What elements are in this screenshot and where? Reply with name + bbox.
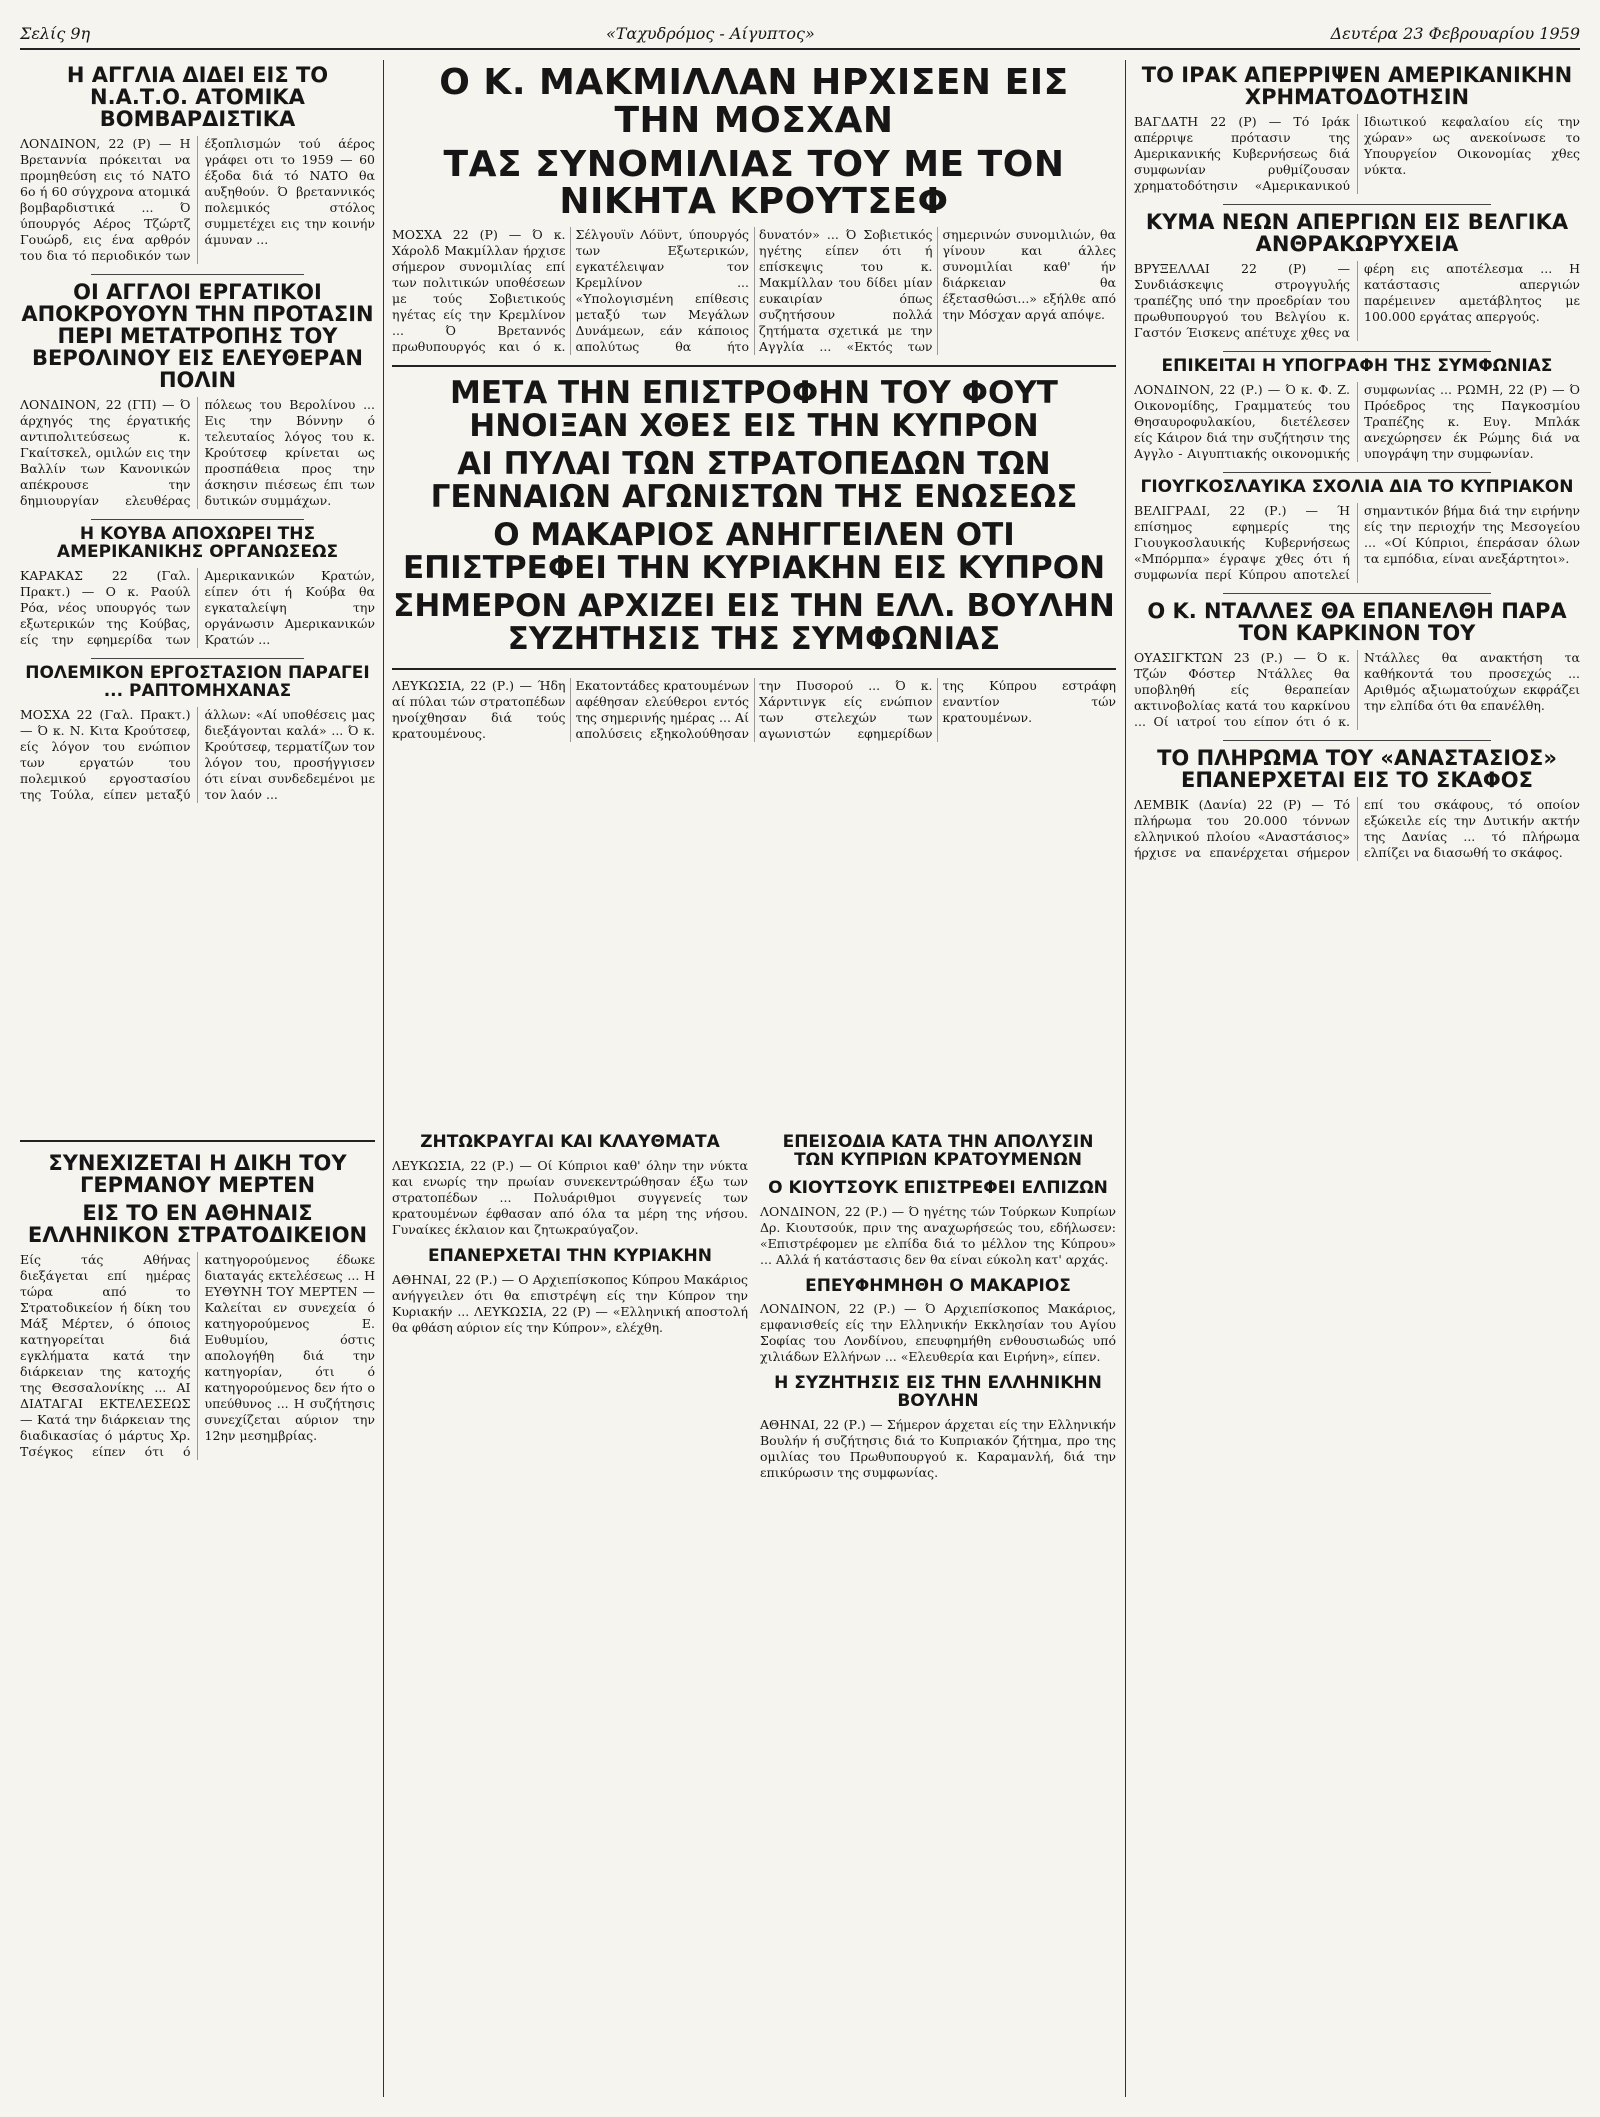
newspaper-name: «Ταχυδρόμος - Αίγυπτος» xyxy=(605,23,815,43)
merten-body: Είς τάς Αθήνας διεξάγεται επί ημέρας τώρα από το Στρατοδικείον ή δίκη του Μάξ Μέρτεν, ό όποιος κατηγορείται διά εγκλήματα κατά την διάρκειαν της κατοχής της Θεσσαλονίκης ... ΑΙ ΔΙΑΤΑΓΑΙ ΕΚΤΕΛΕΣΕΩΣ — Κατά την διάρκειαν της διαδικασίας ό μάρτυς Χρ. Τσέγκος είπεν ότι ό κατηγορούμενος έδωκε διαταγάς εκτελέσεως ... Η ΕΥΘΥΝΗ ΤΟΥ ΜΕΡΤΕΝ — Καλείται εν συνεχεία ό κατηγορούμενος Ε. Ευθυμίου, όστις απολογήθη διά την κατηγορίαν, ότι ό κατηγορούμενος δεν ήτο ο υπεύθυνος ... Η συζήτησις συνεχίζεται αύριον την 12ην μεσημβρίας. xyxy=(20,1252,375,1460)
lead-headline-2: ΤΑΣ ΣΥΝΟΜΙΛΙΑΣ ΤΟΥ ΜΕ ΤΟΝ ΝΙΚΗΤΑ ΚΡΟΥΤΣΕΦ xyxy=(443,143,1065,223)
article-body: ΒΡΥΞΕΛΛΑΙ 22 (Ρ) — Συνδιάσκεψις στρογγυλής τραπέζης υπό την προεδρίαν του πρωθυπουργού του Βελγίου κ. Γαστόν Έισκενς απέτυχε χθες να φέρη εις αποτέλεσμα ... Η κατάστασις απεργιών παρέμεινεν αμετάβλητος με 100.000 εργάτας απεργούς. xyxy=(1134,261,1580,341)
article-body: ΛΟΝΔΙΝΟΝ, 22 (Ρ.) — Ό Αρχιεπίσκοπος Μακάριος, εμφανισθείς είς την Ελληνικήν Εκκλησίαν του Αγίου Σοφίας του Λονδίνου, επευφημήθη ενθουσιωδώς υπό χιλιάδων Ελλήνων ... «Ελευθερία και Ειρήνη», είπεν. xyxy=(760,1301,1116,1365)
headline: ΕΠΕΥΦΗΜΗΘΗ Ο ΜΑΚΑΡΙΟΣ xyxy=(805,1275,1071,1296)
article-kutchuk xyxy=(760,1177,1116,1268)
article-dulles xyxy=(1134,600,1580,730)
article-labour-berlin xyxy=(20,281,375,509)
cyprus-subarticles xyxy=(392,1130,1116,2097)
headline: ΖΗΤΩΚΡΑΥΓΑΙ ΚΑΙ ΚΛΑΥΘΜΑΤΑ xyxy=(420,1132,720,1152)
article-incidents xyxy=(760,1134,1116,1170)
merten-headline-2: ΕΙΣ ΤΟ ΕΝ ΑΘΗΝΑΙΣ ΕΛΛΗΝΙΚΟΝ ΣΤΡΑΤΟΔΙΚΕΙΟΝ xyxy=(27,1201,368,1248)
article-agreement-signing xyxy=(1134,358,1580,462)
article-body: ΜΟΣΧΑ 22 (Ρ) — Ό κ. Χάρολδ Μακμίλλαν ήρχισε σήμερον συνομιλίας επί των πολιτικών υποθέσεων με τούς Σοβιετικούς ηγέτας είς την Κρεμλίνον ... Ό Βρεταννός πρωθυπουργός και ό κ. Σέλγουϊν Λόϋντ, ύπουργός των Εξωτερικών, εγκατέλειψαν τον Κρεμλίνον ... «Υπολογισμένη επίθεσις μεταξύ των Μεγάλων Δυνάμεων, εάν κάποιος απολύτως θα ήτο δυνατόν» ... Ό Σοβιετικός ηγέτης είπεν ότι ή επίσκεψις του κ. Μακμίλλαν του δίδει μίαν ευκαιρίαν όπως συζητήσουν πολλά ζητήματα σχετικά με την Αγγλία ... «Εκτός των σημερινών συνομιλιών, θα γίνουν και άλλες συνομιλίαι καθ' ήν διάρκειαν θα έξετασθώσι...» εξήλθε από την Μόσχαν αργά απόψε. xyxy=(392,227,1116,355)
article-body: ΛΟΝΔΙΝΟΝ, 22 (Ρ.) — Ό ηγέτης τών Τούρκων Κυπρίων Δρ. Κιουτσούκ, πριν της αναχωρήσεώς του, εδήλωσεν: «Επιστρέφομεν με ελπίδα διά το μέλλον της Κύπρου» ... Αλλά ή κατάστασις δεν θα είναι εύκολη κατ' αρχάς. xyxy=(760,1203,1116,1267)
article-body: ΛΟΝΔΙΝΟΝ, 22 (Ρ.) — Ό κ. Φ. Ζ. Οικονομίδης, Γραμματεύς του Θησαυροφυλακίου, διετέλεσεν είς Κάιρον διά την συζήτησιν της Αγγλο - Αιγυπτιακής οικονομικής συμφωνίας ... ΡΩΜΗ, 22 (Ρ) — Ό Πρόεδρος της Παγκοσμίου Τραπέζης κ. Ευγ. Μπλάκ ανεχώρησεν έκ Ρώμης διά να υπογράψη την συμφωνίαν. xyxy=(1134,382,1580,462)
headline: Η ΑΓΓΛΙΑ ΔΙΔΕΙ ΕΙΣ ΤΟ Ν.Α.Τ.Ο. ΑΤΟΜΙΚΑ ΒΟΜΒΑΡΔΙΣΤΙΚΑ xyxy=(66,63,329,132)
headline: Η ΚΟΥΒΑ ΑΠΟΧΩΡΕΙ ΤΗΣ ΑΜΕΡΙΚΑΝΙΚΗΣ ΟΡΓΑΝΩΣΕΩΣ xyxy=(56,524,339,563)
right-column xyxy=(1134,60,1580,2097)
headline: Η ΣΥΖΗΤΗΣΙΣ ΕΙΣ ΤΗΝ ΕΛΛΗΝΙΚΗΝ ΒΟΥΛΗΝ xyxy=(774,1373,1102,1412)
article-body: ΛΟΝΔΙΝΟΝ, 22 (Ρ) — Η Βρεταννία πρόκειται να προμηθεύση εις τό ΝΑΤΟ 6ο ή 60 σύγχρονα ατομικά βομβαρδιστικά ... Ό ύπουργός Αέρος Τζώρτζ Γουώρδ, εις ένα αρθρόν του δια τό περιοδικόν των έξοπλισμών τού άέρος γράφει οτι το 1959 — 60 έξοδα διά τό ΝΑΤΟ θα αυξηθούν. Ό βρεταννικός πολεμικός στόλος συμμετέχει εις την κοινήν άμυναν ... xyxy=(20,136,375,264)
merten-box xyxy=(20,1140,375,2097)
headline: ΤΟ ΠΛΗΡΩΜΑ ΤΟΥ «ΑΝΑΣΤΑΣΙΟΣ» ΕΠΑΝΕΡΧΕΤΑΙ ΕΙΣ ΤΟ ΣΚΑΦΟΣ xyxy=(1157,745,1557,793)
headline: ΚΥΜΑ ΝΕΩΝ ΑΠΕΡΓΙΩΝ ΕΙΣ ΒΕΛΓΙΚΑ ΑΝΘΡΑΚΩΡΥΧΕΙΑ xyxy=(1145,210,1569,257)
headline: Ο Κ. ΝΤΑΛΛΕΣ ΘΑ ΕΠΑΝΕΛΘΗ ΠΑΡΑ ΤΟΝ ΚΑΡΚΙΝΟΝ ΤΟΥ xyxy=(1147,598,1567,645)
article-macmillan xyxy=(392,64,1116,355)
banner-line-4: ΣΗΜΕΡΟΝ ΑΡΧΙΖΕΙ ΕΙΣ ΤΗΝ ΕΛΛ. ΒΟΥΛΗΝ ΣΥΖΗΤΗΣΙΣ ΤΗΣ ΣΥΜΦΩΝΙΑΣ xyxy=(393,588,1115,658)
banner-line-2: ΑΙ ΠΥΛΑΙ ΤΩΝ ΣΤΡΑΤΟΠΕΔΩΝ ΤΩΝ ΓΕΝΝΑΙΩΝ ΑΓΩΝΙΣΤΩΝ ΤΗΣ ΕΝΩΣΕΩΣ xyxy=(430,446,1078,515)
banner-line-3: Ο ΜΑΚΑΡΙΟΣ ΑΝΗΓΓΕΙΛΕΝ ΟΤΙ ΕΠΙΣΤΡΕΦΕΙ ΤΗΝ ΚΥΡΙΑΚΗΝ ΕΙΣ ΚΥΠΡΟΝ xyxy=(402,517,1106,586)
headline: ΟΙ ΑΓΓΛΟΙ ΕΡΓΑΤΙΚΟΙ ΑΠΟΚΡΟΥΟΥΝ ΤΗΝ ΠΡΟΤΑΣΙΝ ΠΕΡΙ ΜΕΤΑΤΡΟΠΗΣ ΤΟΥ ΒΕΡΟΛΙΝΟΥ ΕΙΣ ΕΛΕΥΘΕΡΑΝ ΠΟΛΙΝ xyxy=(21,280,374,393)
article-makarios-cheered xyxy=(760,1275,1116,1366)
cyprus-banner xyxy=(392,365,1116,669)
article-parliament xyxy=(760,1375,1116,1481)
headline: ΓΙΟΥΓΚΟΣΛΑΥΙΚΑ ΣΧΟΛΙΑ ΔΙΑ ΤΟ ΚΥΠΡΙΑΚΟΝ xyxy=(1140,477,1574,498)
article-yugoslav-comments xyxy=(1134,479,1580,583)
cyprus-article-body: ΛΕΥΚΩΣΙΑ, 22 (Ρ.) — Ήδη αί πύλαι τών στρατοπέδων ηνοίχθησαν διά τούς κρατουμένους. Εκατοντάδες κρατουμένων αφέθησαν ελεύθεροι εντός της σημερινής ημέρας ... Αί απολύσεις εξηκολούθησαν την Πυσορού ... Ό κ. Χάρντινγκ είς ενώπιον των στελεχών των αγωνιστών εφημερίδων της Κύπρου εστράφη εναντίον τών κρατουμένων. xyxy=(392,677,1116,741)
article-shouts-tears xyxy=(392,1134,748,1238)
article-anastasios xyxy=(1134,747,1580,861)
center-column xyxy=(392,60,1116,1117)
headline: ΕΠΕΙΣΟΔΙΑ ΚΑΤΑ ΤΗΝ ΑΠΟΛΥΣΙΝ ΤΩΝ ΚΥΠΡΙΩΝ ΚΡΑΤΟΥΜΕΝΩΝ xyxy=(782,1132,1094,1170)
article-nato-bombers xyxy=(20,64,375,264)
article-body: ΚΑΡΑΚΑΣ 22 (Γαλ. Πρακτ.) — Ο κ. Ραούλ Ρόα, νέος υπουργός των εξωτερικών της Κούβας, είς την εφημερίδα των Αμερικανικών Κρατών, είπεν ότι ή Κούβα θα εγκαταλείψη την οργάνωσιν Αμερικανικών Κρατών ... xyxy=(20,568,375,648)
article-belgian-strikes xyxy=(1134,211,1580,341)
article-body: ΟΥΑΣΙΓΚΤΩΝ 23 (Ρ.) — Ό κ. Τζών Φόστερ Ντάλλες θα υποβληθή είς θεραπείαν ακτινοβολίας κατά του καρκίνου ... Οί ιατροί του είπον ότι ό κ. Ντάλλες θα ανακτήση τα καθήκοντά του προσεχώς ... Αριθμός αξιωματούχων εκφράζει την ελπίδα ότι θα επανέλθη. xyxy=(1134,649,1580,729)
headline: ΕΠΑΝΕΡΧΕΤΑΙ ΤΗΝ ΚΥΡΙΑΚΗΝ xyxy=(427,1245,713,1266)
article-cuba xyxy=(20,526,375,648)
article-body: ΒΕΛΙΓΡΑΔΙ, 22 (Ρ.) — Ή επίσημος εφημερίς της Γιουγκοσλαυικής Κυβερνήσεως «Μπόρμπα» έγραψε χθες ότι ή συμφωνία περί Κύπρου αποτελεί σημαντικόν βήμα διά την ειρήνην είς την περιοχήν της Μεσογείου ... «Οί Κύπριοι, έπεράσαν όλων τα εμπόδια, είναι ανεξάρτητοι». xyxy=(1134,502,1580,582)
headline: Ο ΚΙΟΥΤΣΟΥΚ ΕΠΙΣΤΡΕΦΕΙ ΕΛΠΙΖΩΝ xyxy=(768,1177,1108,1198)
headline: ΕΠΙΚΕΙΤΑΙ Η ΥΠΟΓΡΑΦΗ ΤΗΣ ΣΥΜΦΩΝΙΑΣ xyxy=(1161,356,1553,377)
article-sewing-machines xyxy=(20,665,375,803)
article-body: ΑΘΗΝΑΙ, 22 (Ρ.) — Σήμερον άρχεται είς την Ελληνικήν Βουλήν ή συζήτησις διά το Κυπριακόν ζήτημα, προ της ομιλίας του Πρωθυπουργού κ. Καραμανλή, διά την επικύρωσιν της συμφωνίας. xyxy=(760,1417,1116,1481)
article-returns-sunday xyxy=(392,1245,748,1336)
article-iraq xyxy=(1134,64,1580,194)
masthead xyxy=(20,18,1580,50)
banner-line-1: ΜΕΤΑ ΤΗΝ ΕΠΙΣΤΡΟΦΗΝ ΤΟΥ ΦΟΥΤ ΗΝΟΙΞΑΝ ΧΘΕΣ ΕΙΣ ΤΗΝ ΚΥΠΡΟΝ xyxy=(450,375,1058,444)
headline: ΤΟ ΙΡΑΚ ΑΠΕΡΡΙΨΕΝ ΑΜΕΡΙΚΑΝΙΚΗΝ ΧΡΗΜΑΤΟΔΟΤΗΣΙΝ xyxy=(1141,63,1573,110)
article-body: ΛΕΥΚΩΣΙΑ, 22 (Ρ.) — Οί Κύπριοι καθ' όλην την νύκτα και ενωρίς την πρωίαν συνεκεντρώθησαν έξω των στρατοπέδων ... Πολυάριθμοι συγγενείς των κρατουμένων έφθασαν από όλα τα μέρη της νήσου. Γυναίκες έκλαιον και ζητωκραύγαζον. xyxy=(392,1157,748,1237)
article-body: ΑΘΗΝΑΙ, 22 (Ρ.) — Ο Αρχιεπίσκοπος Κύπρου Μακάριος ανήγγειλεν ότι θα επιστρέψη είς την Κύπρον την Κυριακήν ... ΛΕΥΚΩΣΙΑ, 22 (Ρ) — «Ελληνική αποστολή θα φθάση αύριον είς την Κύπρον», ελέχθη. xyxy=(392,1271,748,1335)
article-body: ΜΟΣΧΑ 22 (Γαλ. Πρακτ.) — Ό κ. Ν. Κιτα Κρούτσεφ, είς λόγον του ενώπιον των εργατών του πολεμικού εργοστασίου της Τούλα, είπεν μεταξύ άλλων: «Αί υποθέσεις μας διεξάγονται καλά» ... Ό κ. Κρούτσεφ, τερματίζων τον λόγον του, προσήγγισεν ότι είναι συνδεδεμένοι με τον λαόν ... xyxy=(20,706,375,802)
lead-headline-1: Ο Κ. ΜΑΚΜΙΛΛΑΝ ΗΡΧΙΣΕΝ ΕΙΣ ΤΗΝ ΜΟΣΧΑΝ xyxy=(439,62,1069,141)
merten-headline-1: ΣΥΝΕΧΙΖΕΤΑΙ Η ΔΙΚΗ ΤΟΥ ΓΕΡΜΑΝΟΥ ΜΕΡΤΕΝ xyxy=(48,1151,347,1198)
issue-date: Δευτέρα 23 Φεβρουαρίου 1959 xyxy=(1330,23,1580,43)
article-body: ΛΟΝΔΙΝΟΝ, 22 (ΓΠ) — Ό άρχηγός της έργατικής αντιπολιτεύσεως κ. Γκαίτσκελ, ομιλών εις την Βαλλίν των Κανονικών απέκρουσε την δημιουργίαν ελευθέρας πόλεως του Βερολίνου ... Εις την Βόννην ό τελευταίος λόγος του κ. Κρούτσεφ κρίνεται ως προσπάθεια προς την άσκησιν πιέσεως έπι των δυτικών συμμάχων. xyxy=(20,397,375,509)
article-body: ΛΕΜΒΙΚ (Δανία) 22 (Ρ) — Τό πλήρωμα του 20.000 τόννων ελληνικού πλοίου «Αναστάσιος» ήρχισε να επανέρχεται σήμερον επί του σκάφους, τό οποίον εξώκειλε είς την Δυτικήν ακτήν της Δανίας ... τό πλήρωμα ελπίζει να διασωθή το σκάφος. xyxy=(1134,797,1580,861)
headline: ΠΟΛΕΜΙΚΟΝ ΕΡΓΟΣΤΑΣΙΟΝ ΠΑΡΑΓΕΙ ... ΡΑΠΤΟΜΗΧΑΝΑΣ xyxy=(25,663,370,701)
page-number: Σελίς 9η xyxy=(20,23,91,43)
article-body: ΒΑΓΔΑΤΗ 22 (Ρ) — Τό Ιράκ απέρριψε πρότασιν της Αμερικανικής Κυβερνήσεως διά συμφωνίαν ρυθμίζουσαν χρηματοδότησιν «Αμερικανικού Ιδιωτικού κεφαλαίου είς την χώραν» ως ανεκοίνωσε το Υπουργείον Οικονομίας χθες νύκτα. xyxy=(1134,114,1580,194)
